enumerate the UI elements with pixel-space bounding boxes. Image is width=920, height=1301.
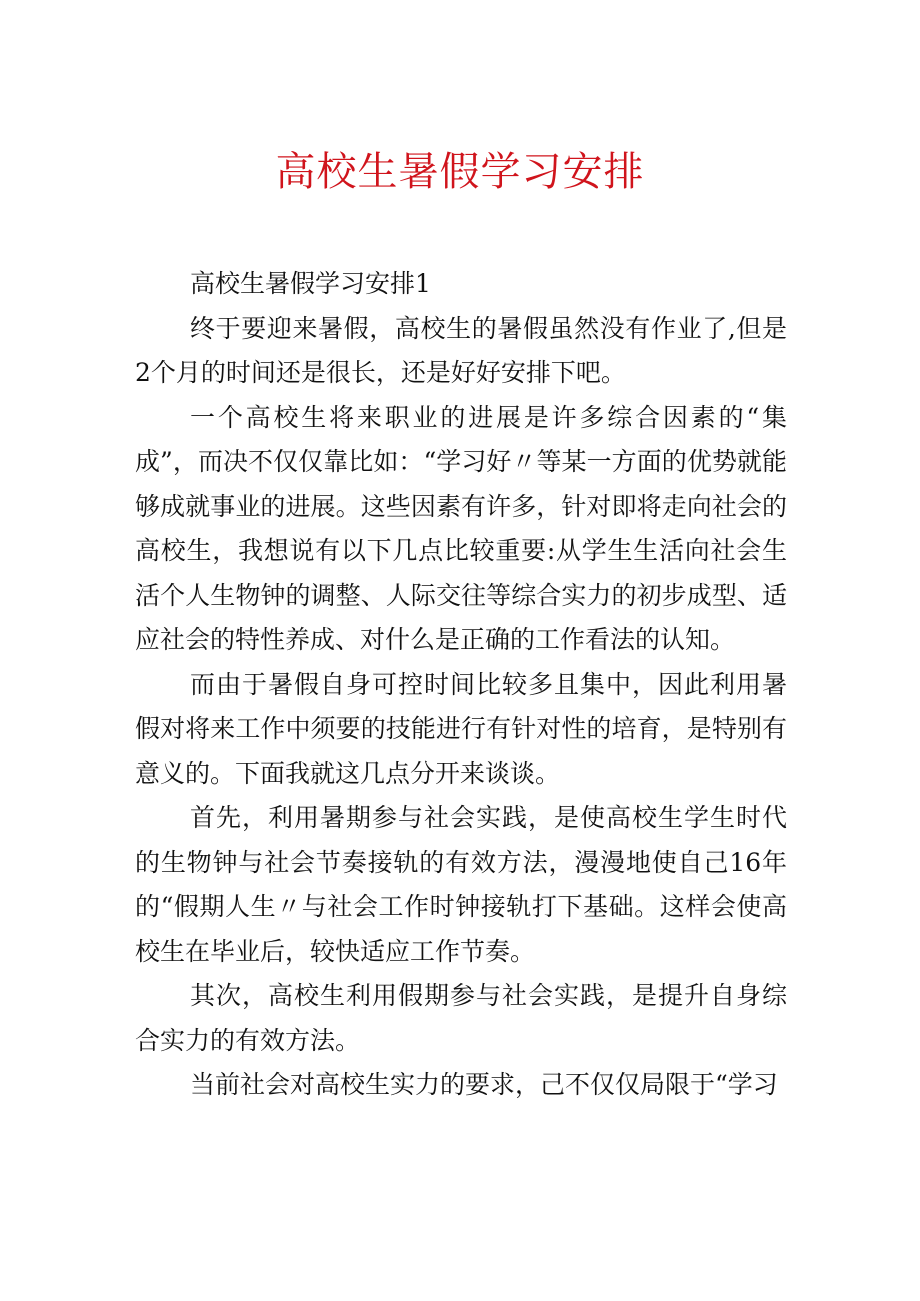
paragraph-3: 而由于暑假自身可控时间比较多且集中，因此利用暑假对将来工作中须要的技能进行有针对性的培育，是特别有意义的。下面我就这几点分开来谈谈。: [135, 669, 787, 788]
section-heading: 高校生暑假学习安排1: [190, 269, 431, 298]
paragraph-4: 首先，利用暑期参与社会实践，是使高校生学生时代的生物钟与社会节奏接轨的有效方法，漫漫地使自己16年的“假期人生〃与社会工作时钟接轨打下基础。这样会使高校生在毕业后，较快适应工作节奏。: [135, 803, 787, 966]
paragraph-6: 当前社会对高校生实力的要求，己不仅仅局限于“学习: [190, 1070, 778, 1099]
document-body: [135, 262, 787, 1108]
paragraph-2: 一个高校生将来职业的进展是许多综合因素的“集成”，而决不仅仅靠比如：“学习好〃等某一方面的优势就能够成就事业的进展。这些因素有许多，针对即将走向社会的高校生，我想说有以下几点比较重要:从学生生活向社会生活个人生物钟的调整、人际交往等综合实力的初步成型、适应社会的特性养成、对什么是正确的工作看法的认知。: [135, 402, 787, 654]
document-title: 高校生暑假学习安排: [275, 149, 645, 195]
paragraph-1: 终于要迎来暑假，高校生的暑假虽然没有作业了,但是2个月的时间还是很长，还是好好安排下吧。: [135, 313, 787, 387]
paragraph-5: 其次，高校生利用假期参与社会实践，是提升自身综合实力的有效方法。: [135, 981, 787, 1055]
